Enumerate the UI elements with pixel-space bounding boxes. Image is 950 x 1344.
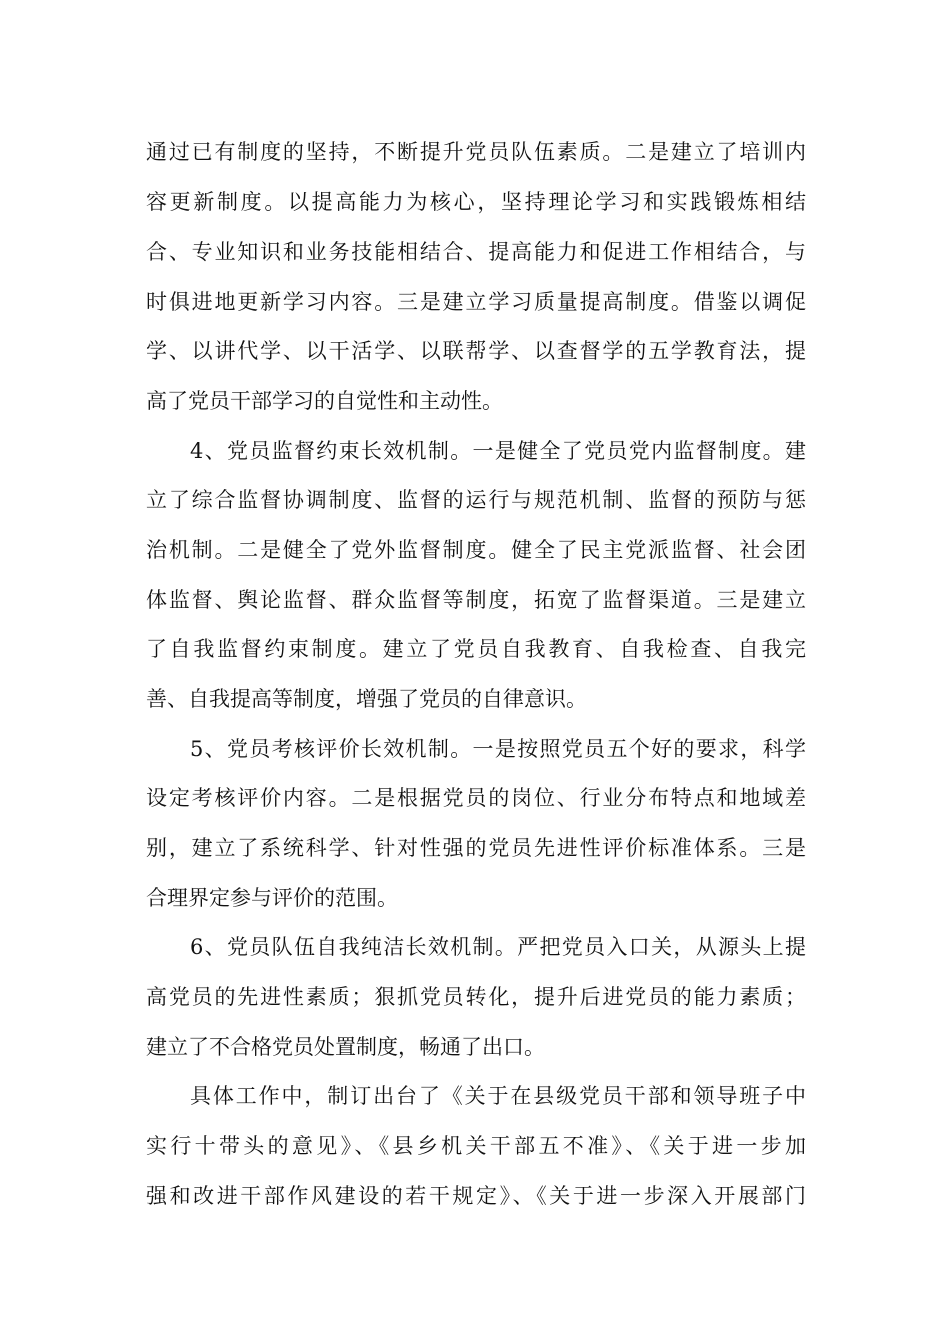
paragraph-start-line: 5、党员考核评价长效机制。一是按照党员五个好的要求，科学 <box>190 737 806 761</box>
text-line: 了自我监督约束制度。建立了党员自我教育、自我检查、自我完 <box>146 637 806 661</box>
text-line: 合、专业知识和业务技能相结合、提高能力和促进工作相结合，与 <box>146 240 806 264</box>
text-line: 善、自我提高等制度，增强了党员的自律意识。 <box>146 687 587 711</box>
text-line: 设定考核评价内容。二是根据党员的岗位、行业分布特点和地域差 <box>146 786 806 810</box>
text-line: 强和改进干部作风建设的若干规定》、《关于进一步深入开展部门 <box>146 1184 806 1208</box>
text-line: 时俱进地更新学习内容。三是建立学习质量提高制度。借鉴以调促 <box>146 290 806 314</box>
text-line: 学、以讲代学、以干活学、以联帮学、以查督学的五学教育法，提 <box>146 339 806 363</box>
text-line: 治机制。二是健全了党外监督制度。健全了民主党派监督、社会团 <box>146 538 806 562</box>
text-line: 合理界定参与评价的范围。 <box>146 886 398 910</box>
text-line: 容更新制度。以提高能力为核心，坚持理论学习和实践锻炼相结 <box>146 190 806 214</box>
text-line: 别，建立了系统科学、针对性强的党员先进性评价标准体系。三是 <box>146 836 806 860</box>
text-line: 通过已有制度的坚持，不断提升党员队伍素质。二是建立了培训内 <box>146 140 806 164</box>
paragraph-start-line: 6、党员队伍自我纯洁长效机制。严把党员入口关，从源头上提 <box>190 935 806 959</box>
text-line: 高党员的先进性素质；狠抓党员转化，提升后进党员的能力素质； <box>146 985 806 1009</box>
text-line: 实行十带头的意见》、《县乡机关干部五不准》、《关于进一步加 <box>146 1134 806 1158</box>
paragraph-start-line: 4、党员监督约束长效机制。一是健全了党员党内监督制度。建 <box>190 439 806 463</box>
text-line: 体监督、舆论监督、群众监督等制度，拓宽了监督渠道。三是建立 <box>146 588 806 612</box>
paragraph-start-line: 具体工作中，制订出台了《关于在县级党员干部和领导班子中 <box>190 1084 806 1108</box>
text-line: 高了党员干部学习的自觉性和主动性。 <box>146 389 503 413</box>
text-line: 建立了不合格党员处置制度，畅通了出口。 <box>146 1035 545 1059</box>
text-line: 立了综合监督协调制度、监督的运行与规范机制、监督的预防与惩 <box>146 488 806 512</box>
